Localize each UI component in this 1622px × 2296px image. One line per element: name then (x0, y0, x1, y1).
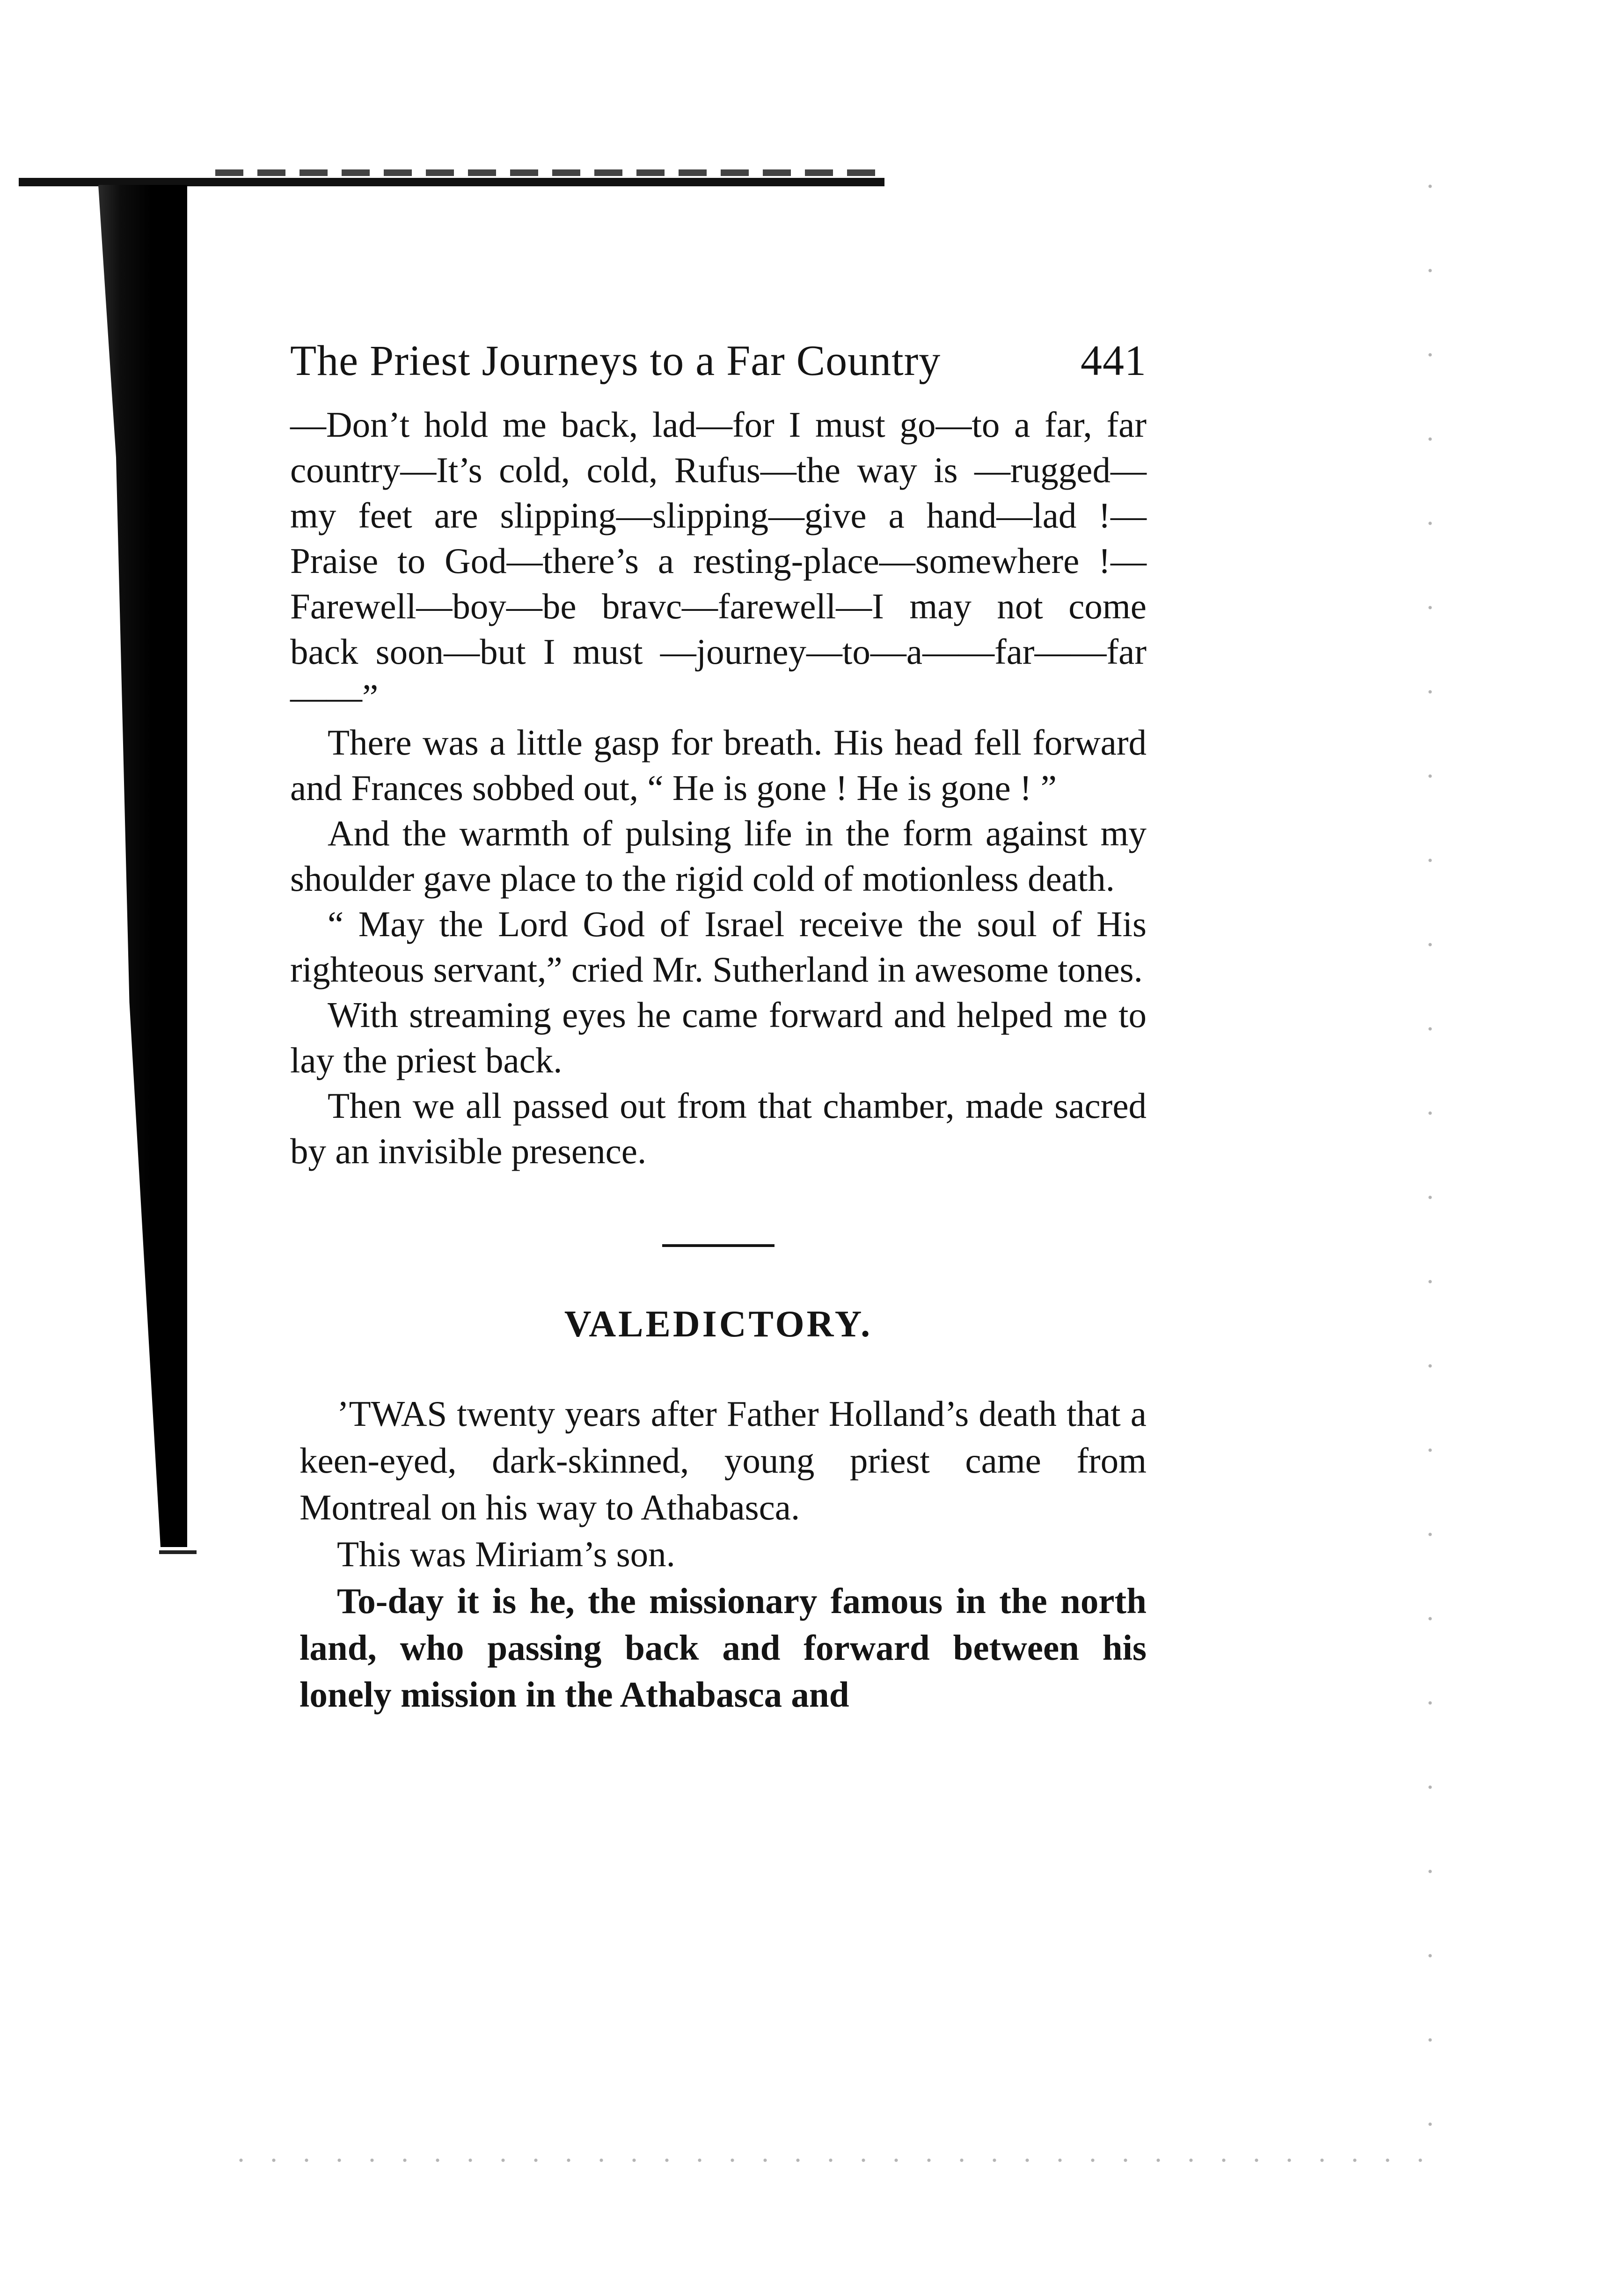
running-head-title: The Priest Journeys to a Far Country (290, 337, 941, 384)
page-number: 441 (1081, 337, 1147, 384)
passage-valedictory (290, 1390, 1147, 1718)
paragraph: “ May the Lord God of Israel receive the soul of His righteous servant,” cried Mr. Sutherland in awesome tones. (290, 904, 1147, 990)
scan-rule-dashes (215, 169, 884, 176)
passage-death-of-priest (290, 402, 1147, 1174)
paragraph: With streaming eyes he came forward and helped me to lay the priest back. (290, 995, 1147, 1081)
book-page (290, 337, 1147, 1718)
paragraph: There was a little gasp for breath. His head fell forward and Frances sobbed out, “ He is gone ! He is gone ! ” (290, 722, 1147, 808)
paragraph: This was Miriam’s son. (337, 1534, 675, 1575)
paragraph: And the warmth of pulsing life in the form against my shoulder gave place to the rigid cold of motionless death. (290, 813, 1147, 899)
page-edge-specks (1416, 178, 1444, 2191)
bottom-edge-specks (225, 2153, 1441, 2167)
paragraph: —Don’t hold me back, lad—for I must go—to a far, far country—It’s cold, cold, Rufus—the way is —rugged—my feet are slipping—slipping—give a hand—lad !—Praise to God—there’s a resting-place—somewhere !—Farewell—boy—be bravc—farewell—I may not come back soon—but I must —journey—to—a——far——far——” (290, 404, 1147, 718)
paragraph: To-day it is he, the missionary famous in the north land, who passing back and forward between his lonely mission in the Athabasca and (300, 1581, 1147, 1715)
paragraph: ’TWAS twenty years after Father Holland’s death that a keen-eyed, dark-skinned, young priest came from Montreal on his way to Athabasca. (300, 1394, 1147, 1528)
paragraph: Then we all passed out from that chamber, made sacred by an invisible presence. (290, 1086, 1147, 1172)
section-divider (662, 1244, 774, 1247)
book-spine-shadow (98, 185, 187, 1547)
spine-foot-rule (159, 1550, 197, 1554)
running-head (290, 337, 1147, 384)
section-title: VALEDICTORY. (564, 1304, 873, 1345)
